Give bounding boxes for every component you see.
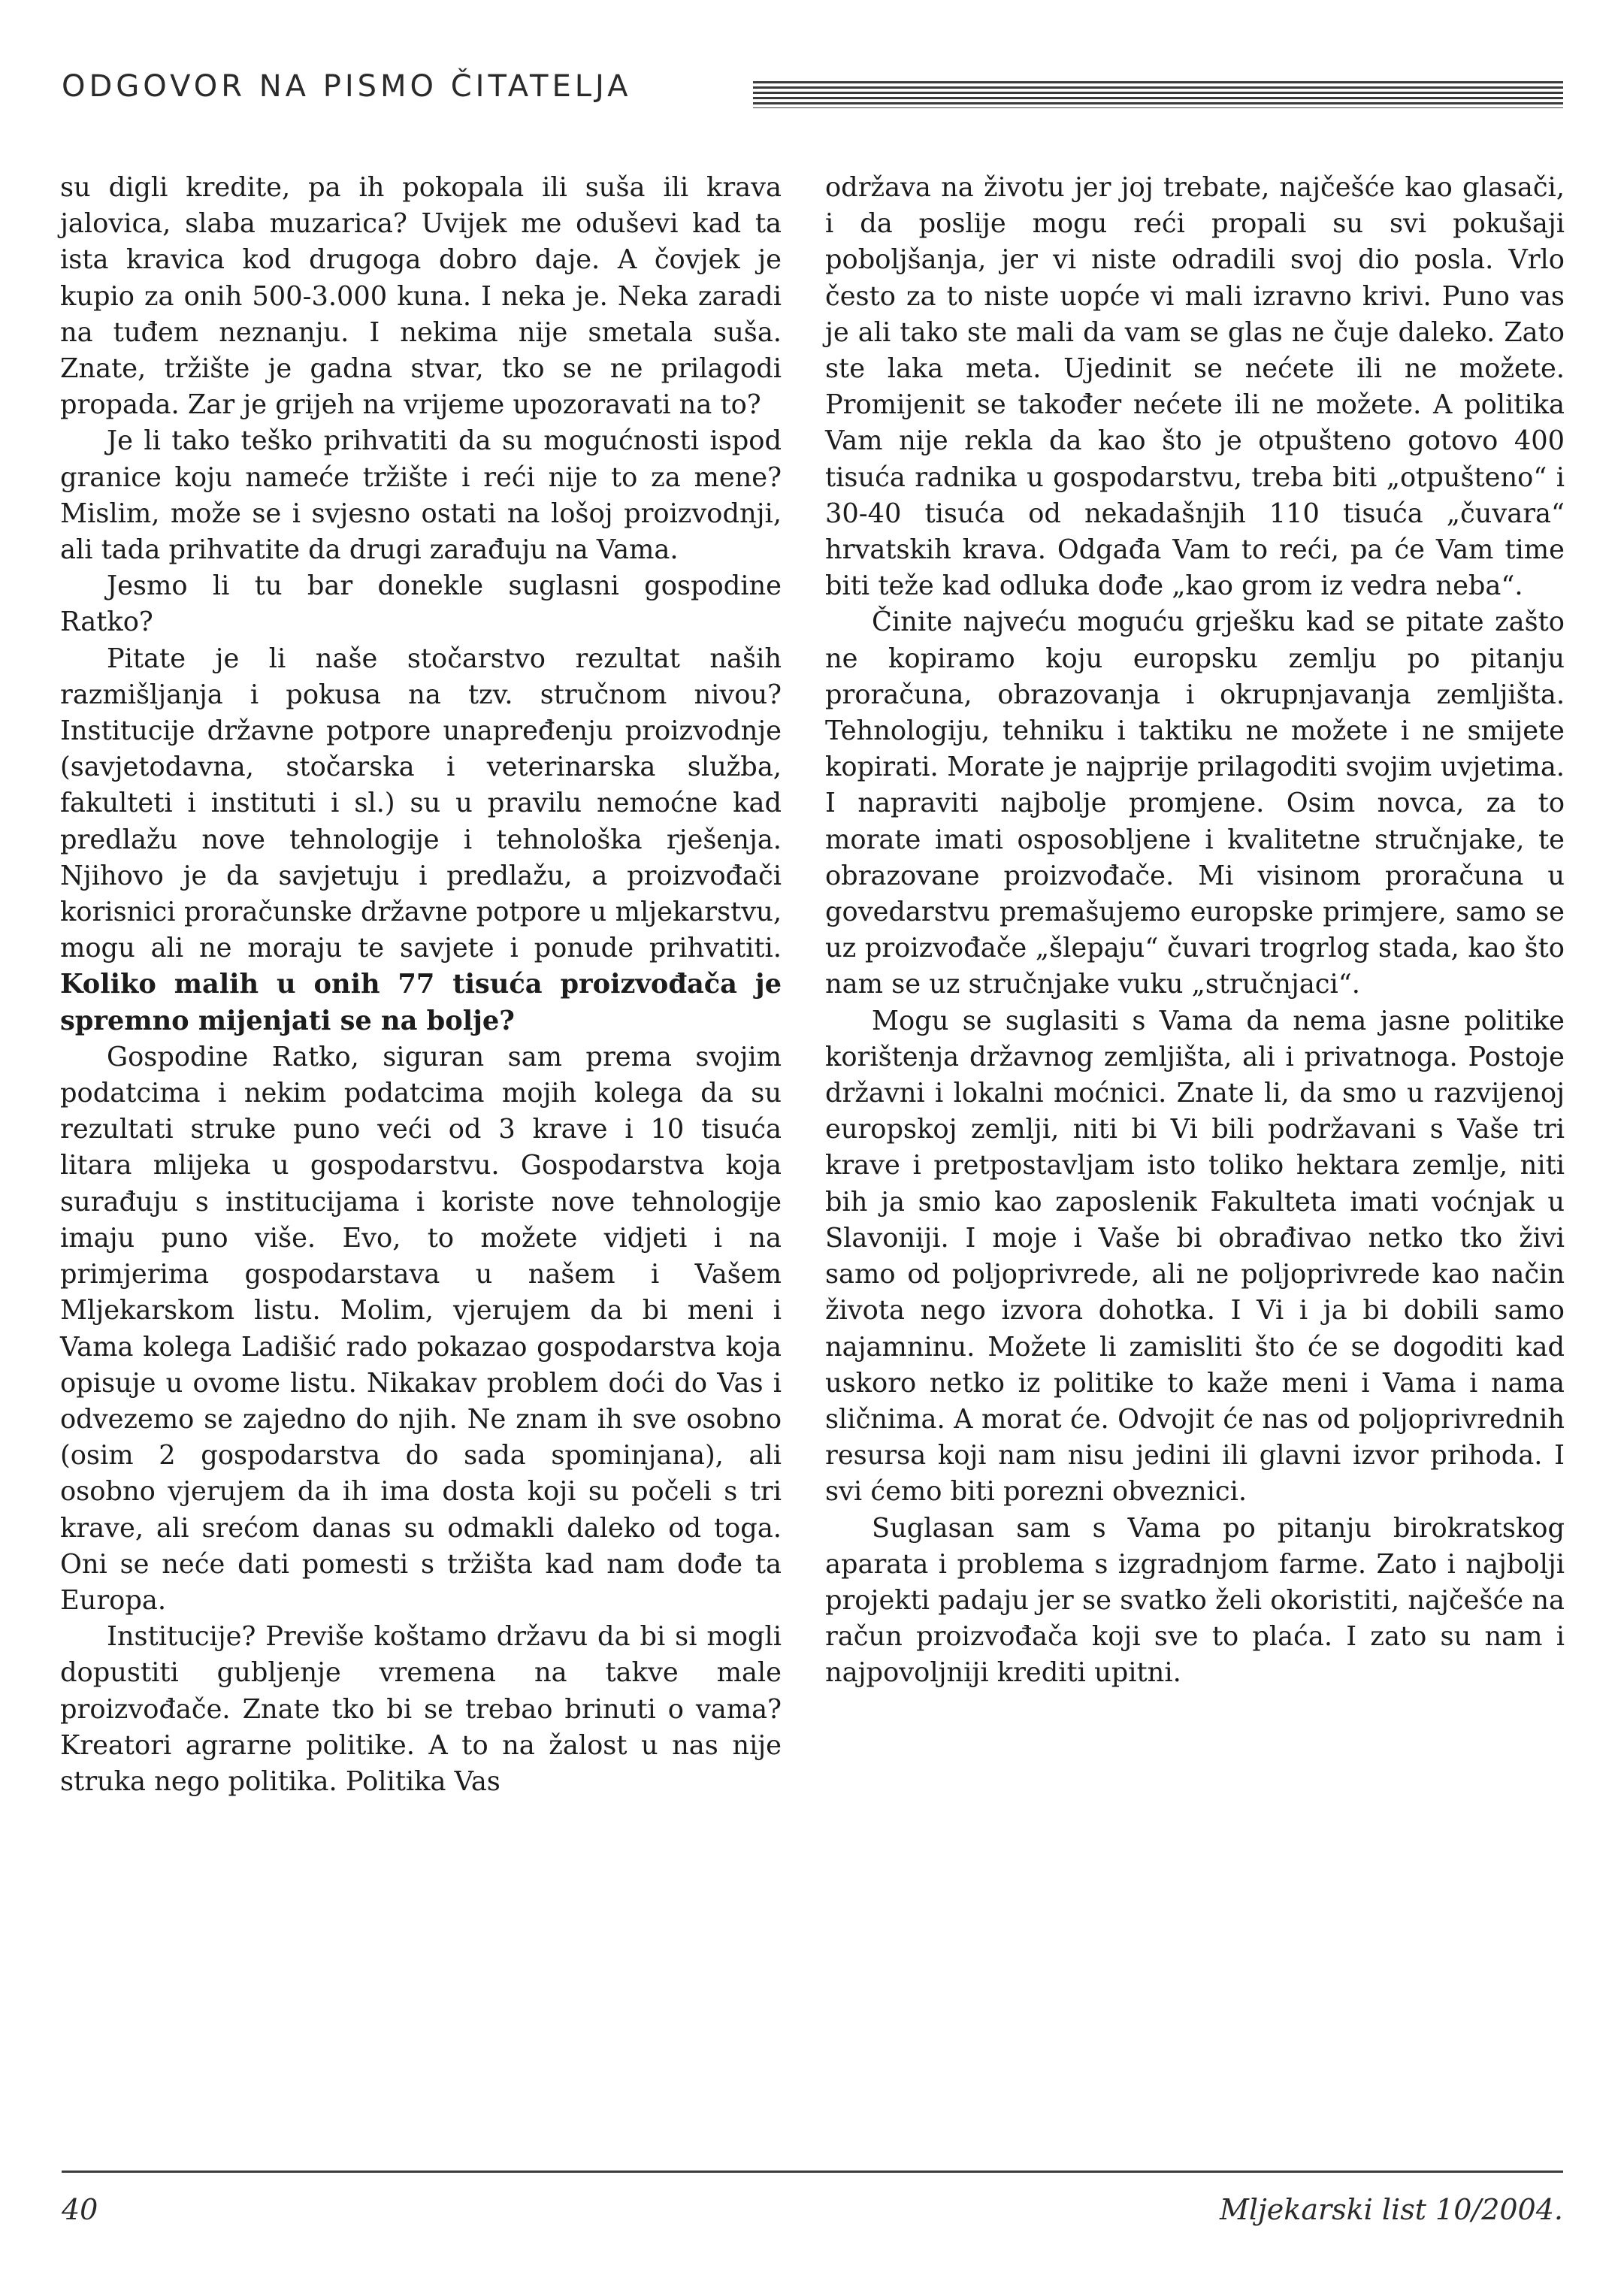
paragraph (60, 641, 782, 1039)
paragraph: Jesmo li tu bar donekle suglasni gospodine Ratko? (60, 570, 782, 638)
right-column (825, 170, 1565, 1692)
page-number: 40 (62, 2193, 98, 2226)
bold-question: Koliko malih u onih 77 tisuća proizvođača je spremno mijenjati se na bolje? (60, 969, 782, 1036)
paragraph: su digli kredite, pa ih pokopala ili suša ili krava jalovica, slaba muzarica? Uvijek me oduševi kad ta ista kravica kod drugoga dobro daje. A čovjek je kupio za onih 500-3.000 kuna. I neka je. Neka zaradi na tuđem neznanju. I nekima nije smetala suša. Znate, tržište je gadna stvar, tko se ne prilagodi propada. Zar je grijeh na vrijeme upozoravati na to? (60, 172, 782, 421)
page-header (62, 65, 1563, 117)
paragraph: Gospodine Ratko, siguran sam prema svojim podatcima i nekim podatcima mojih kolega da su rezultati struke puno veći od 3 krave i 10 tisuća litara mlijeka u gospodarstvu. Gospodarstva koja surađuju s institucijama i koriste nove tehnologije imaju puno više. Evo, to možete vidjeti i na primjerima gospodarstava u našem i Vašem Mljekarskom listu. Molim, vjerujem da bi meni i Vama kolega Ladišić rado pokazao gospodarstva koja opisuje u ovome listu. Nikakav problem doći do Vas i odvezemo se zajedno do njih. Ne znam ih sve osobno (osim 2 gospodarstva do sada spominjana), ali osobno vjerujem da ih ima dosta koji su počeli s tri krave, ali srećom danas su odmakli daleko od toga. Oni se neće dati pomesti s tržišta kad nam dođe ta Europa. (60, 1041, 782, 1616)
left-column (60, 170, 782, 1800)
paragraph: Činite najveću moguću grješku kad se pitate zašto ne kopiramo koju europsku zemlju po pitanju proračuna, obrazovanja i okrupnjavanja zemljišta. Tehnologiju, tehniku i taktiku ne možete i ne smijete kopirati. Morate je najprije prilagoditi svojim uvjetima. I napraviti najbolje promjene. Osim novca, za to morate imati osposobljene i kvalitetne stručnjake, te obrazovane proizvođače. Mi visinom proračuna u govedarstvu premašujemo europske primjere, samo se uz proizvođače „šlepaju“ čuvari trogrlog stada, kao što nam se uz stručnjake vuku „stručnjaci“. (825, 607, 1565, 1000)
header-decorative-rule (753, 81, 1563, 108)
paragraph: Suglasan sam s Vama po pitanju birokratskog aparata i problema s izgradnjom farme. Zato i najbolji projekti padaju jer se svatko želi okoristiti, najčešće na račun proizvođača koji sve to plaća. I zato su nam i najpovoljniji krediti upitni. (825, 1512, 1565, 1689)
footer-rule (62, 2171, 1563, 2173)
paragraph: održava na životu jer joj trebate, najčešće kao glasači, i da poslije mogu reći propali su svi pokušaji poboljšanja, jer vi niste odradili svoj dio posla. Vrlo često za to niste uopće vi mali izravno krivi. Puno vas je ali tako ste mali da vam se glas ne čuje daleko. Zato ste laka meta. Ujedinit se nećete ili ne možete. Promijenit se također nećete ili ne možete. A politika Vam nije rekla da kao što je otpušteno gotovo 400 tisuća radnika u gospodarstvu, treba biti „otpušteno“ i 30-40 tisuća od nekadašnjih 110 tisuća „čuvara“ hrvatskih krava. Odgađa Vam to reći, pa će Vam time biti teže kad odluka dođe „kao grom iz vedra neba“. (825, 172, 1565, 602)
paragraph: Institucije? Previše koštamo državu da bi si mogli dopustiti gubljenje vremena na takve male proizvođače. Znate tko bi se trebao brinuti o vama? Kreatori agrarne politike. A to na žalost u nas nije struka nego politika. Politika Vas (60, 1621, 782, 1797)
journal-issue: Mljekarski list 10/2004. (1219, 2193, 1563, 2226)
paragraph: Mogu se suglasiti s Vama da nema jasne politike korištenja državnog zemljišta, ali i privatnoga. Postoje državni i lokalni moćnici. Znate li, da smo u razvijenoj europskoj zemlji, niti bi Vi bili podržavani s Vaše tri krave i pretpostavljam isto toliko hektara zemlje, niti bih ja smio kao zaposlenik Fakulteta imati voćnjak u Slavoniji. I moje i Vaše bi obrađivao netko tko živi samo od poljoprivrede, ali ne poljoprivrede kao način života nego izvora dohotka. I Vi i ja bi dobili samo najamninu. Možete li zamisliti što će se dogoditi kad uskoro netko iz politike to kaže meni i Vama i nama sličnima. A morat će. Odvojit će nas od poljoprivrednih resursa koji nam nisu jedini ili glavni izvor prihoda. I svi ćemo biti porezni obveznici. (825, 1005, 1565, 1508)
section-title: ODGOVOR NA PISMO ČITATELJA (62, 69, 632, 104)
paragraph: Je li tako teško prihvatiti da su mogućnosti ispod granice koju nameće tržište i reći nije to za mene? Mislim, može se i svjesno ostati na lošoj proizvodnji, ali tada prihvatite da drugi zarađuju na Vama. (60, 425, 782, 566)
paragraph-text: Pitate je li naše stočarstvo rezultat naših razmišljanja i pokusa na tzv. stručnom nivou? Institucije državne potpore unapređenju proizvodnje (savjetodavna, stočarska i veterinarska služba, fakulteti i instituti i sl.) su u pravilu nemoćne kad predlažu nove tehnologije i tehnološka rješenja. Njihovo je da savjetuju i predlažu, a proizvođači korisnici proračunske državne potpore u mljekarstvu, mogu ali ne moraju te savjete i ponude prihvatiti. (60, 643, 782, 964)
